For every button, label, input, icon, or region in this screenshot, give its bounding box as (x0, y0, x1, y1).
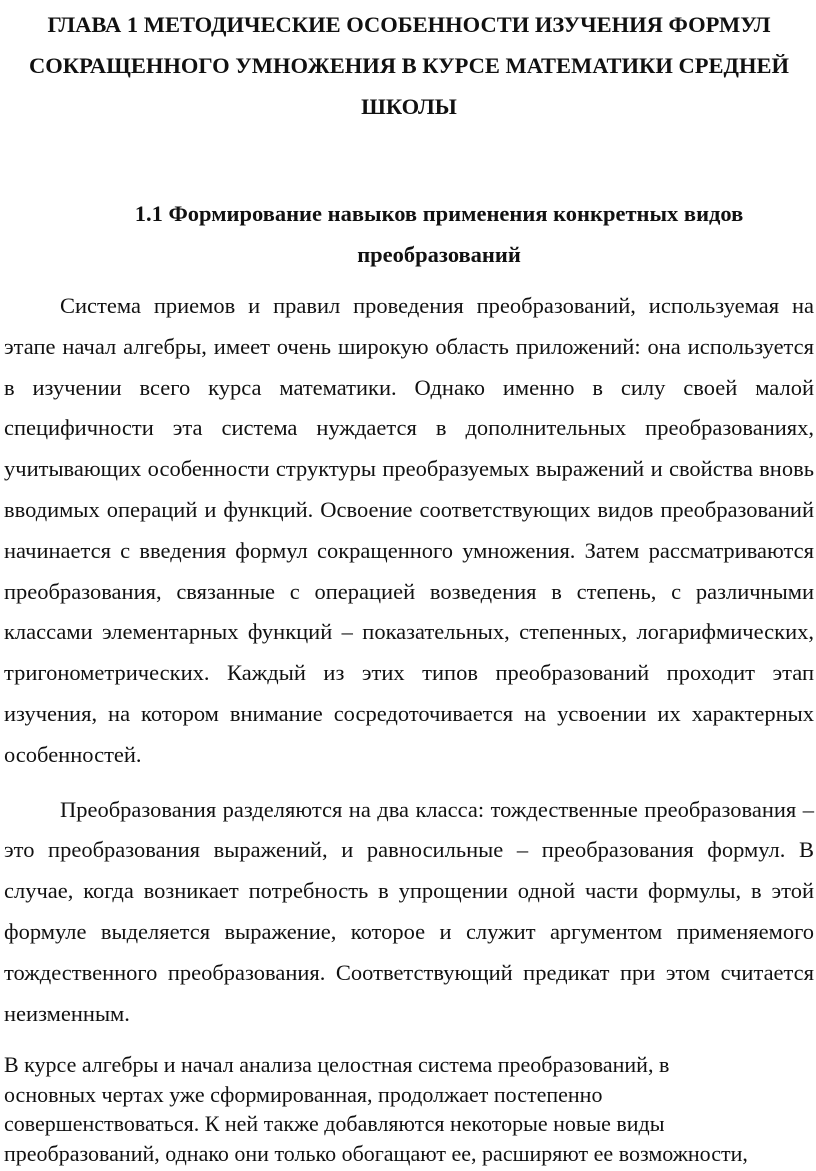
paragraph-transformations-system: Система приемов и правил проведения преобразований, используемая на этапе начал алгебры, имеет очень широкую область приложений: она используется в изучении всего курса математики. Однако именно в силу своей малой специфичности эта система нуждается в дополнительных преобразованиях, учитывающих особенности структуры преобразуемых выражений и свойства вновь вводимых операций и функций. Освоение соответствующих видов преобразований начинается с введения формул сокращенного умножения. Затем рассматриваются преобразования, связанные с операцией возведения в степень, с различными классами элементарных функций – показательных, степенных, логарифмических, тригонометрических. Каждый из этих типов преобразований проходит этап изучения, на котором внимание сосредоточивается на усвоении их характерных особенностей. (4, 293, 814, 767)
text-line: преобразований, однако они только обогащают ее, расширяют ее возможности, (4, 1140, 748, 1166)
section-title: 1.1 Формирование навыков применения конкретных видов преобразований (134, 201, 744, 267)
text-line: основных чертах уже сформированная, продолжает постепенно (4, 1081, 603, 1107)
paragraph-transformation-classes: Преобразования разделяются на два класса: тождественные преобразования – это преобразования выражений, и равносильные – преобразования формул. В случае, когда возникает потребность в упрощении одной части формулы, в этой формуле выделяется выражение, которое и служит аргументом применяемого тождественного преобразования. Соответствующий предикат при этом считается неизменным. (4, 796, 814, 1026)
paragraph-algebra-course (4, 1050, 814, 1168)
text-line: совершенствоваться. К ней также добавляются некоторые новые виды (4, 1111, 665, 1137)
text-line: В курсе алгебры и начал анализа целостная система преобразований, в (4, 1052, 670, 1078)
chapter-title: ГЛАВА 1 МЕТОДИЧЕСКИЕ ОСОБЕННОСТИ ИЗУЧЕНИЯ ФОРМУЛ СОКРАЩЕННОГО УМНОЖЕНИЯ В КУРСЕ МАТЕМАТИКИ СРЕДНЕЙ ШКОЛЫ (29, 12, 789, 119)
